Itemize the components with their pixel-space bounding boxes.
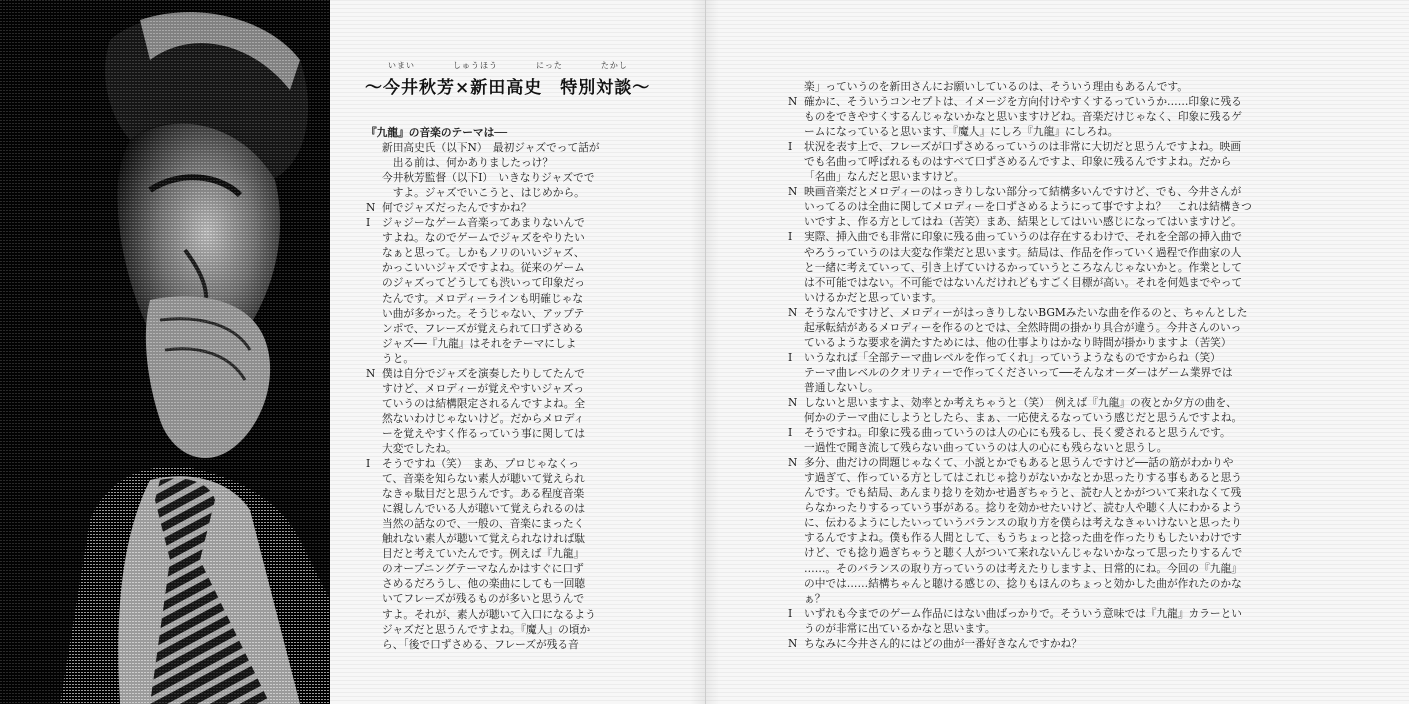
line-text: 大変でしたね。: [382, 441, 457, 455]
speaker-mark: I: [788, 606, 793, 620]
text-line: [788, 606, 1344, 621]
article-title: 〜今井秋芳×新田高史 特別対談〜: [365, 78, 651, 98]
line-text: テーマ曲レベルのクオリティーで作ってくださいって──そんなオーダーはゲーム業界では: [804, 365, 1233, 379]
text-line: [788, 425, 1344, 440]
gutter-shadow: [690, 0, 720, 704]
title-ruby: [388, 60, 648, 71]
text-line: [788, 275, 1344, 290]
text-line: [366, 411, 636, 426]
line-text: い曲が多かった。そうじゃない、アップテ: [382, 306, 585, 320]
text-line: [788, 214, 1344, 229]
line-text: でも名曲って呼ばれるものはすべて口ずさめるんですよ、印象に残るんですよね。だから: [804, 155, 1232, 169]
line-text: うのが非常に出ているかなと思います。: [804, 621, 996, 635]
line-text: 普通しないし。: [804, 380, 879, 394]
text-line: [366, 260, 636, 275]
text-line: [788, 124, 1344, 139]
line-text: いですよ、作る方としてはね（苦笑）まあ、結果としてはいい感じになってはいますけど。: [804, 215, 1242, 229]
ruby-shuho: しゅうほう: [453, 61, 498, 70]
line-text: しないと思いますよ、効率とか考えちゃうと（笑） 例えば『九龍』の夜とか夕方の曲を、: [804, 395, 1237, 409]
text-line: [788, 591, 1344, 606]
text-line: [366, 140, 636, 155]
text-line: [788, 154, 1344, 169]
ruby-nitta: にった: [536, 61, 563, 70]
text-line: [366, 381, 636, 396]
line-text: なぁと思って。しかもノリのいいジャズ、: [382, 246, 585, 260]
portrait-image: [0, 0, 330, 704]
line-text: 当然の話なので、一般の、音楽にまったく: [382, 517, 585, 531]
text-line: [788, 485, 1344, 500]
text-line: [366, 591, 636, 606]
line-text: やろうっていうのは大変な作業だと思います。結局は、作品を作っていく過程で作曲家の人: [804, 245, 1242, 259]
text-line: [366, 637, 636, 652]
line-text: 「名曲」なんだと思いますけど。: [804, 170, 965, 184]
speaker-mark: I: [788, 426, 793, 440]
line-text: かっこいいジャズですよね。従来のゲーム: [382, 261, 585, 275]
line-text: ジャズだと思うんですよね。『魔人』の頃か: [382, 622, 591, 636]
text-line: [366, 396, 636, 411]
line-text: なきゃ駄目だと思うんです。ある程度音楽: [382, 487, 585, 501]
text-line: [366, 501, 636, 516]
line-text: ているような要求を満たすためには、他の仕事よりはかなり時間が掛かりますよ（苦笑）: [804, 335, 1232, 349]
line-text: 然ないわけじゃないけど。だからメロディ: [382, 411, 585, 425]
speaker-mark: I: [366, 216, 371, 230]
text-line: [788, 561, 1344, 576]
line-text: いけるかだと思っています。: [804, 290, 943, 304]
line-text: すよね。なのでゲームでジャズをやりたい: [382, 231, 585, 245]
text-line: [366, 622, 636, 637]
speaker-mark: N: [366, 366, 376, 380]
line-text: 新田高史氏（以下N） 最初ジャズでって話が: [382, 141, 600, 155]
line-text: いうなれば「全部テーマ曲レベルを作ってくれ」っていうようなものですからね（笑）: [804, 350, 1221, 364]
text-line: [366, 125, 636, 140]
line-text: ものをできやすくするんじゃないかなと思いますけどね。音楽だけじゃなく、印象に残るゲ: [804, 110, 1242, 124]
text-line: [366, 200, 636, 215]
line-text: す過ぎて、作っている方としてはこれじゃ捻りがないかなとか思ったりする事もあると思う: [804, 471, 1242, 485]
speaker-mark: N: [788, 636, 798, 650]
right-text-column: [788, 79, 1344, 651]
line-text: そうですね（笑） まあ、プロじゃなくっ: [382, 457, 580, 471]
line-text: 『九龍』の音楽のテーマは──: [366, 126, 508, 139]
line-text: ジャジーなゲーム音楽ってあまりないんで: [382, 216, 585, 230]
line-text: 確かに、そういうコンセプトは、イメージを方向付けやすくするっていうか……印象に残る: [804, 95, 1242, 109]
line-text: ら、「後で口ずさめる、フレーズが残る音: [382, 637, 579, 651]
line-text: 楽」っていうのを新田さんにお願いしているのは、そういう理由もあるんです。: [804, 80, 1188, 93]
line-text: 僕は自分でジャズを演奏したりしてたんで: [382, 366, 585, 380]
line-text: のオープニングテーマなんかはすぐに口ず: [382, 562, 584, 576]
text-line: [788, 455, 1344, 470]
text-line: [366, 321, 636, 336]
speaker-mark: I: [788, 140, 793, 154]
text-line: [788, 440, 1344, 455]
text-line: [788, 305, 1344, 320]
text-line: [788, 621, 1344, 636]
text-line: [788, 365, 1344, 380]
speaker-mark: N: [788, 305, 798, 319]
text-line: [366, 456, 636, 471]
text-line: [788, 260, 1344, 275]
speaker-mark: N: [366, 201, 376, 215]
text-line: [788, 350, 1344, 365]
line-text: 実際、挿入曲でも非常に印象に残る曲っていうのは存在するわけで、それを全部の挿入曲で: [804, 230, 1242, 244]
line-text: 起承転結があるメロディーを作るのとでは、全然時間の掛かり具合が違う。今井さんのいっ: [804, 320, 1242, 334]
line-text: そうですね。印象に残る曲っていうのは人の心にも残るし、長く愛されると思うんです。: [804, 426, 1231, 440]
line-text: 何でジャズだったんですかね？: [382, 201, 532, 215]
text-line: [788, 470, 1344, 485]
line-text: ジャズ──『九龍』はそれをテーマにしよ: [382, 336, 577, 350]
ruby-takashi: たかし: [600, 61, 628, 70]
text-line: [366, 426, 636, 441]
line-text: 映画音楽だとメロディーのはっきりしない部分って結構多いんですけど、でも、今井さんが: [804, 185, 1242, 199]
speaker-mark: N: [788, 185, 798, 199]
line-text: 多分、曲だけの問題じゃなくて、小説とかでもあると思うんですけど──話の筋がわかりや: [804, 456, 1234, 470]
line-text: ……。そのバランスの取り方っていうのは考えたりしますよ、日常的にね。今回の『九龍』: [804, 561, 1242, 575]
text-line: [366, 275, 636, 290]
line-text: 一過性で聞き流して残らない曲っていうのは人の心にも残らないと思うし。: [804, 441, 1168, 455]
line-text: いってるのは全曲に関してメロディーを口ずさめるようにって事ですよね？ これは結構きつ: [804, 200, 1252, 214]
text-line: [366, 516, 636, 531]
text-line: [366, 215, 636, 230]
text-line: [788, 500, 1344, 515]
line-text: すよ。それが、素人が聴いて入口になるよう: [382, 607, 596, 621]
line-text: に親しんでいる人が聴いて覚えられるのは: [382, 502, 586, 516]
text-line: [788, 94, 1344, 109]
speaker-mark: N: [788, 95, 798, 109]
line-text: うと。: [382, 351, 415, 365]
text-line: [366, 245, 636, 260]
text-line: [366, 306, 636, 321]
line-text: 今井秋芳監督（以下I） いきなりジャズでで: [382, 171, 595, 185]
text-line: [788, 320, 1344, 335]
left-text-column: [366, 125, 636, 652]
line-text: 何かのテーマ曲にしようとしたら、まぁ、一応使えるなっていう感じだと思うんですよね。: [804, 411, 1243, 425]
text-line: [788, 395, 1344, 410]
line-text: さめるだろうし、他の楽曲にしても一回聴: [382, 577, 586, 591]
line-text: 触れない素人が聴いて覚えられなければ駄: [382, 532, 586, 546]
text-line: [366, 351, 636, 366]
line-text: 出る前は、何かありましたっけ？: [382, 156, 554, 170]
text-line: [788, 545, 1344, 560]
text-line: [366, 291, 636, 306]
speaker-mark: I: [788, 230, 793, 244]
speaker-mark: N: [788, 395, 798, 409]
line-text: ームになっていると思います、『魔人』にしろ『九龍』にしろね。: [804, 125, 1119, 139]
text-line: [366, 185, 636, 200]
text-line: [366, 155, 636, 170]
text-line: [788, 199, 1344, 214]
line-text: すよ。ジャズでいこうと、はじめから。: [382, 186, 585, 200]
line-text: ちなみに今井さん的にはどの曲が一番好きなんですかね？: [804, 636, 1082, 650]
text-line: [366, 561, 636, 576]
text-line: [788, 184, 1344, 199]
line-text: ぁ？: [804, 591, 826, 605]
line-text: のジャズってどうしても渋いって印象だっ: [382, 276, 585, 290]
text-line: [788, 79, 1344, 94]
text-line: [366, 607, 636, 622]
line-text: たんです。メロディーラインも明確じゃな: [382, 291, 584, 305]
line-text: すけど、メロディーが覚えやすいジャズっ: [382, 381, 585, 395]
line-text: んです。でも結局、あんまり捻りを効かせ過ぎちゃうと、読む人とかがついて来れなくて残: [804, 486, 1242, 500]
line-text: らなかったりするっていう事がある。捻りを効かせたいけど、読む人や聴く人にわかるよう: [804, 501, 1243, 515]
text-line: [366, 366, 636, 381]
text-line: [788, 290, 1344, 305]
text-line: [366, 486, 636, 501]
text-line: [788, 229, 1344, 244]
text-line: [366, 576, 636, 591]
text-line: [788, 335, 1344, 350]
line-text: そうなんですけど、メロディーがはっきりしないBGMみたいな曲を作るのと、ちゃんとした: [804, 305, 1248, 319]
line-text: いずれも今までのゲーム作品にはない曲ばっかりで。そういう意味では『九龍』カラーとい: [804, 606, 1242, 620]
text-line: [366, 170, 636, 185]
text-line: [366, 441, 636, 456]
text-line: [788, 245, 1344, 260]
line-text: は不可能ではない。不可能ではないんだけれどもすごく目標が高い。それを何処までやって: [804, 275, 1243, 289]
text-line: [788, 109, 1344, 124]
text-line: [788, 515, 1344, 530]
speaker-mark: N: [788, 456, 798, 470]
text-line: [788, 410, 1344, 425]
speaker-mark: I: [788, 350, 793, 364]
text-line: [366, 471, 636, 486]
line-text: するんですよね。僕も作る人間として、もうちょっと捻った曲を作ったりもしたいわけです: [804, 531, 1242, 545]
text-line: [788, 169, 1344, 184]
text-line: [366, 230, 636, 245]
line-text: いてフレーズが残るものが多いと思うんで: [382, 592, 585, 606]
text-line: [366, 336, 636, 351]
text-line: [788, 530, 1344, 545]
portrait-photo: [0, 0, 330, 704]
line-text: ていうのは結構限定されるんですよね。全: [382, 396, 586, 410]
ruby-imai: いまい: [388, 61, 415, 70]
text-line: [788, 139, 1344, 154]
line-text: て、音楽を知らない素人が聴いて覚えられ: [382, 472, 585, 486]
text-line: [366, 531, 636, 546]
line-text: 状況を表す上で、フレーズが口ずさめるっていうのは非常に大切だと思うんですよね。映画: [804, 140, 1242, 154]
text-line: [788, 576, 1344, 591]
text-line: [788, 636, 1344, 651]
text-line: [788, 380, 1344, 395]
speaker-mark: I: [366, 457, 371, 471]
line-text: 目だと考えていたんです。例えば『九龍』: [382, 547, 585, 561]
text-line: [366, 546, 636, 561]
line-text: に、伝わるようにしたいっていうバランスの取り方を僕らは考えなきゃいけないと思ったり: [804, 516, 1242, 530]
line-text: けど、でも捻り過ぎちゃうと聴く人がついて来れないんじゃないかなって思ったりするんで: [804, 546, 1243, 560]
line-text: ンポで、フレーズが覚えられて口ずさめる: [382, 321, 584, 335]
line-text: の中では……結構ちゃんと聴ける感じの、捻りもほんのちょっと効かした曲が作れたのかな: [804, 576, 1242, 590]
line-text: ーを覚えやすく作るっていう事に関しては: [382, 426, 586, 440]
line-text: と一緒に考えていって、引き上げていけるかっていうところなんじゃないかと。作業として: [804, 260, 1242, 274]
